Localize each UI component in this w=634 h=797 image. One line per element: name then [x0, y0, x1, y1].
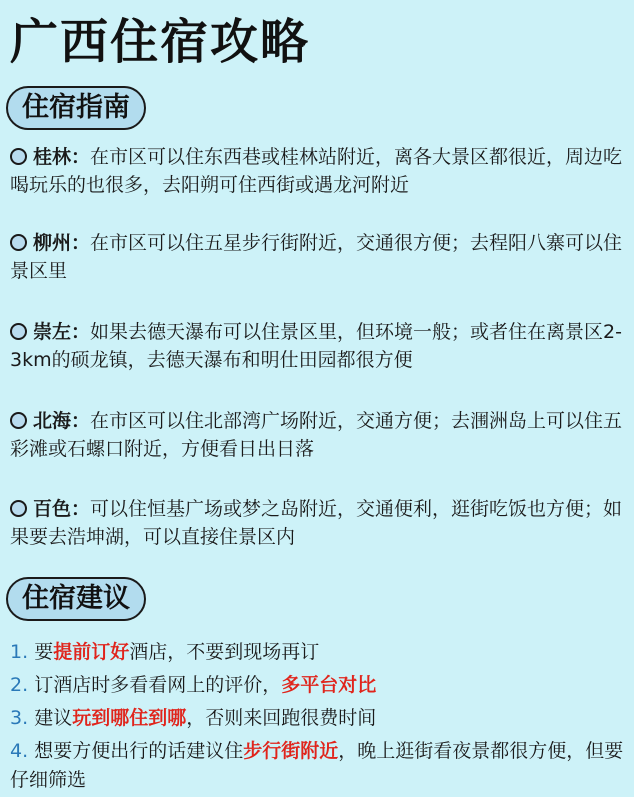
city-name: 百色： [33, 498, 91, 520]
advice-highlight: 玩到哪住到哪 [72, 707, 187, 729]
advice-highlight: 提前订好 [53, 641, 130, 663]
guide-item-chongzuo [10, 318, 624, 374]
advice-text: ，晚上逛街看夜景都很方便，但要仔细筛选 [10, 740, 624, 791]
advice-item [10, 671, 624, 700]
city-name: 崇左： [33, 321, 91, 343]
guide-text: 可以住恒基广场或梦之岛附近，交通便利，逛街吃饭也方便；如果要去浩坤湖，可以直接住景区内 [10, 498, 623, 548]
city-name: 桂林： [33, 146, 91, 168]
page-title: 广西住宿攻略 [10, 14, 311, 70]
guide-text: 如果去德天瀑布可以住景区里，但环境一般；或者住在离景区2-3km的硕龙镇，去德天瀑布和明仕田园都很方便 [10, 321, 622, 371]
advice-text: 酒店，不要到现场再订 [129, 641, 320, 663]
city-name: 北海： [33, 410, 91, 432]
guide-item-guilin [10, 143, 624, 199]
circle-icon [10, 148, 27, 165]
advice-text: 想要方便出行的话建议住 [34, 740, 244, 762]
advice-highlight: 步行街附近 [243, 740, 339, 762]
advice-number: 1. [10, 641, 29, 663]
guide-text: 在市区可以住五星步行街附近，交通很方便；去程阳八寨可以住景区里 [10, 232, 623, 282]
advice-number: 3. [10, 707, 29, 729]
circle-icon [10, 412, 27, 429]
guide-text: 在市区可以住北部湾广场附近，交通方便；去涠洲岛上可以住五彩滩或石螺口附近，方便看日出日落 [10, 410, 623, 460]
advice-item [10, 704, 624, 733]
advice-text: 要 [34, 641, 54, 663]
section-heading-guide: 住宿指南 [6, 86, 146, 130]
guide-text: 在市区可以住东西巷或桂林站附近，离各大景区都很近，周边吃喝玩乐的也很多，去阳朔可住西街或遇龙河附近 [10, 146, 623, 196]
advice-text: 订酒店时多看看网上的评价， [34, 674, 282, 696]
advice-number: 4. [10, 740, 29, 762]
guide-item-baise [10, 495, 624, 551]
advice-item [10, 638, 624, 667]
advice-text: 建议 [34, 707, 73, 729]
advice-item [10, 737, 624, 795]
guide-item-beihai [10, 407, 624, 463]
advice-text: ，否则来回跑很费时间 [186, 707, 377, 729]
circle-icon [10, 234, 27, 251]
advice-number: 2. [10, 674, 29, 696]
city-name: 柳州： [33, 232, 91, 254]
guide-item-liuzhou [10, 229, 624, 285]
circle-icon [10, 323, 27, 340]
advice-highlight: 多平台对比 [281, 674, 377, 696]
circle-icon [10, 500, 27, 517]
section-heading-advice: 住宿建议 [6, 577, 146, 621]
